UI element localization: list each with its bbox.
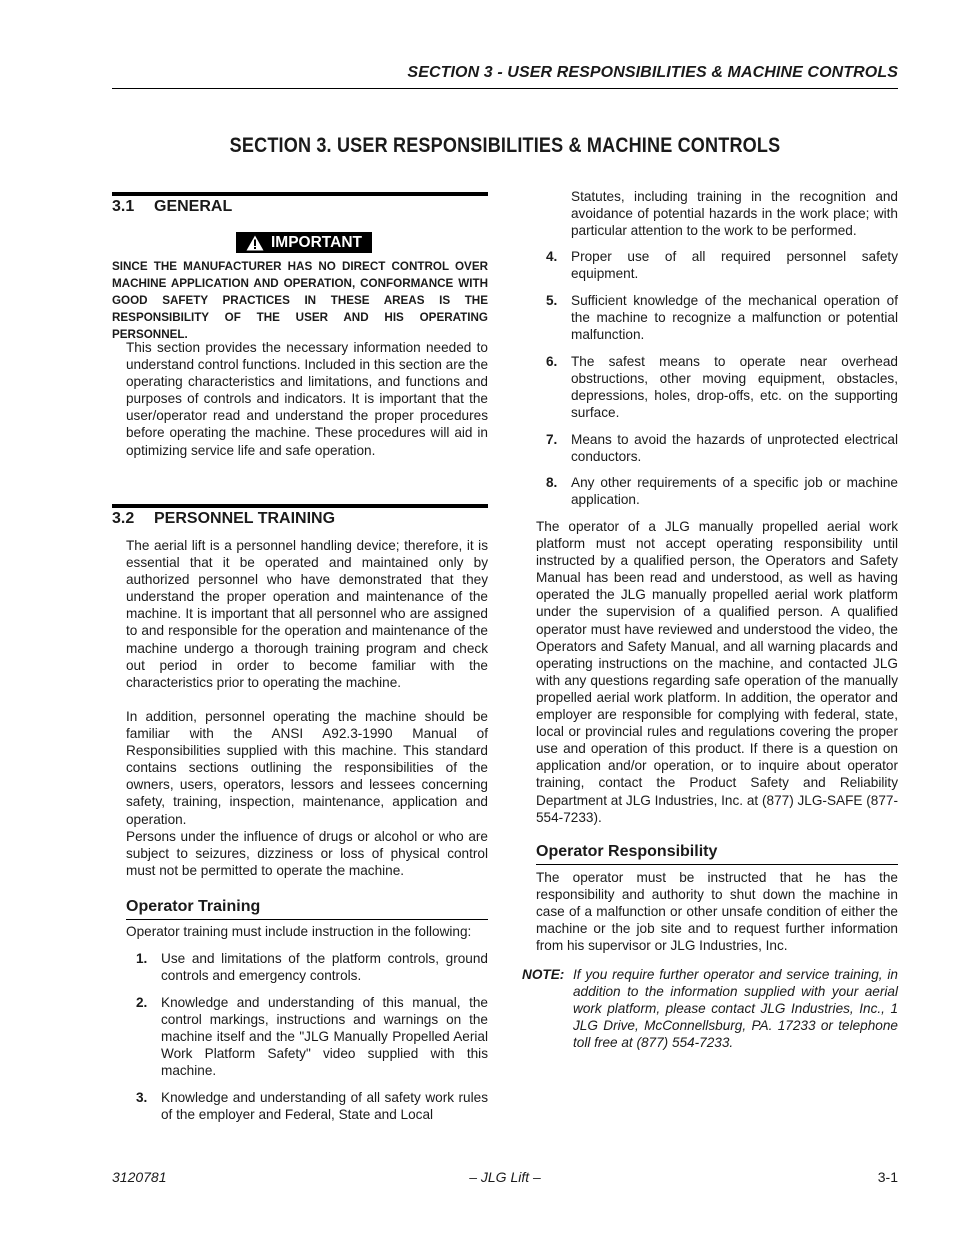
footer-page-number: 3-1 [877, 1169, 898, 1185]
list-item [136, 950, 488, 984]
section-heading-general [112, 198, 232, 216]
important-label: IMPORTANT [271, 233, 362, 251]
list-item [546, 353, 898, 421]
operator-training-intro: Operator training must include instruction in the following: [126, 924, 472, 939]
list-number: 7. [546, 432, 558, 447]
section-title: GENERAL [154, 198, 233, 215]
important-callout [236, 232, 372, 253]
note-label: NOTE: [522, 967, 565, 982]
operator-training-closing: The operator of a JLG manually propelled aerial work platform must not accept operating responsibility until instructed by a qualified person, the Operators and Safety Manual has been read and understood, as well as having operated the JLG manually propelled aerial work platform under the supervision of a qualified person. A qualified operator must have reviewed and understood the video, the Operators and Safety Manual, and all warning placards and operating instructions on the machine, and contacted JLG with any questions regarding safe operation of the manually propelled aerial work platform. In addition, the operator and employer are responsible for complying with federal, state, local or provincial rules and regulations covering the proper use and operation of this product. If there is a question on application and/or operation, or to inquire about operator training, contact the Product Safety and Reliability Department at JLG Industries, Inc. at (877) JLG-SAFE (877-554-7233). [536, 519, 898, 825]
section-number: 3.2 [112, 510, 135, 527]
list-item [136, 994, 488, 1079]
list-text: Use and limitations of the platform controls, ground controls and emergency controls. [161, 951, 488, 984]
section-rule [112, 192, 488, 196]
list-text: Any other requirements of a specific job or machine application. [571, 475, 898, 508]
running-header: SECTION 3 - USER RESPONSIBILITIES & MACHINE CONTROLS [407, 64, 898, 81]
list-number: 6. [546, 354, 558, 369]
list-number [546, 188, 571, 239]
training-paragraph-1: The aerial lift is a personnel handling device; therefore, it is essential that it be operated and maintained only by authorized personnel who have demonstrated that they understand the proper operation and maintenance of the machine. It is important that all personnel who are assigned to and responsible for the operation and maintenance of the machine undergo a thorough training program and check out period in order to become familiar with the characteristics prior to operating the machine. [126, 538, 488, 690]
section-title: PERSONNEL TRAINING [154, 510, 336, 527]
list-text: Means to avoid the hazards of unprotected electrical conductors. [571, 432, 898, 465]
subsection-rule [126, 919, 488, 920]
list-text: Proper use of all required personnel safety equipment. [571, 249, 898, 282]
section-rule [112, 504, 488, 508]
operator-training-heading: Operator Training [126, 898, 261, 915]
section-heading-training [112, 510, 335, 528]
list-item [546, 474, 898, 508]
list-item [136, 1089, 488, 1123]
training-paragraph-3: Persons under the influence of drugs or alcohol or who are subject to seizures, dizziness or loss of physical control must not be permitted to operate the machine. [126, 829, 488, 879]
list-text: Knowledge and understanding of this manual, the control markings, instructions and warnings on the machine itself and the "JLG Manually Propelled Aerial Work Platform Safety" video supplied with this machine. [161, 995, 488, 1079]
list-text: Statutes, including training in the recognition and avoidance of potential hazards in the work place; with particular attention to the work to be performed. [571, 189, 898, 239]
general-paragraph: This section provides the necessary information needed to understand control functions. Included in this section are the operating characteristics and limitations, and functions and purposes of controls and indicators. It is important that the user/operator read and understand the proper procedures before operating the machine. These procedures will aid in optimizing service life and safe operation. [126, 340, 488, 458]
operator-responsibility-paragraph: The operator must be instructed that he has the responsibility and authority to shut down the machine in case of a malfunction or other unsafe condition of either the machine or the job site and to request further information from his supervisor or JLG Industries, Inc. [536, 870, 898, 954]
page-title: SECTION 3. USER RESPONSIBILITIES & MACHINE CONTROLS [229, 134, 781, 157]
list-number: 1. [136, 951, 148, 966]
list-item [546, 431, 898, 465]
list-item-continued [546, 188, 898, 239]
list-number: 5. [546, 293, 558, 308]
section-number: 3.1 [112, 198, 135, 215]
list-number: 8. [546, 475, 558, 490]
warning-triangle-icon [246, 235, 264, 251]
operator-responsibility-heading: Operator Responsibility [536, 843, 718, 860]
footer-center: – JLG Lift – [469, 1169, 541, 1185]
header-rule [112, 88, 898, 89]
subsection-rule [536, 864, 898, 865]
note-block [522, 966, 898, 1051]
list-text: Sufficient knowledge of the mechanical operation of the machine to recognize a malfunction or potential malfunction. [571, 293, 898, 343]
list-number: 2. [136, 995, 148, 1010]
list-number: 3. [136, 1090, 148, 1105]
footer-doc-number: 3120781 [112, 1169, 167, 1185]
training-paragraph-2: In addition, personnel operating the machine should be familiar with the ANSI A92.3-1990 Manual of Responsibilities supplied with this machine. This standard contains sections outlining the responsibilities of the owners, users, operators, lessors and lessees concerning safety, training, inspection, maintenance, application and operation. [126, 709, 488, 827]
list-text: The safest means to operate near overhead obstructions, other moving equipment, obstacles, depressions, holes, drop-offs, etc. on the supporting surface. [571, 354, 898, 421]
list-text: Knowledge and understanding of all safety work rules of the employer and Federal, State and Local [161, 1090, 488, 1123]
note-text: If you require further operator and service training, in addition to the information supplied with your aerial work platform, please contact JLG Industries, Inc., 1 JLG Drive, McConnellsburg, PA. 17233 or telephone toll free at (877) 554-7233. [573, 967, 898, 1051]
list-item [546, 292, 898, 343]
list-item [546, 248, 898, 282]
list-number: 4. [546, 249, 558, 264]
important-text: SINCE THE MANUFACTURER HAS NO DIRECT CONTROL OVER MACHINE APPLICATION AND OPERATION, CONFORMANCE WITH GOOD SAFETY PRACTICES IN THESE AREAS IS THE RESPONSIBILITY OF THE USER AND HIS OPERATING PERSONNEL. [112, 259, 488, 342]
